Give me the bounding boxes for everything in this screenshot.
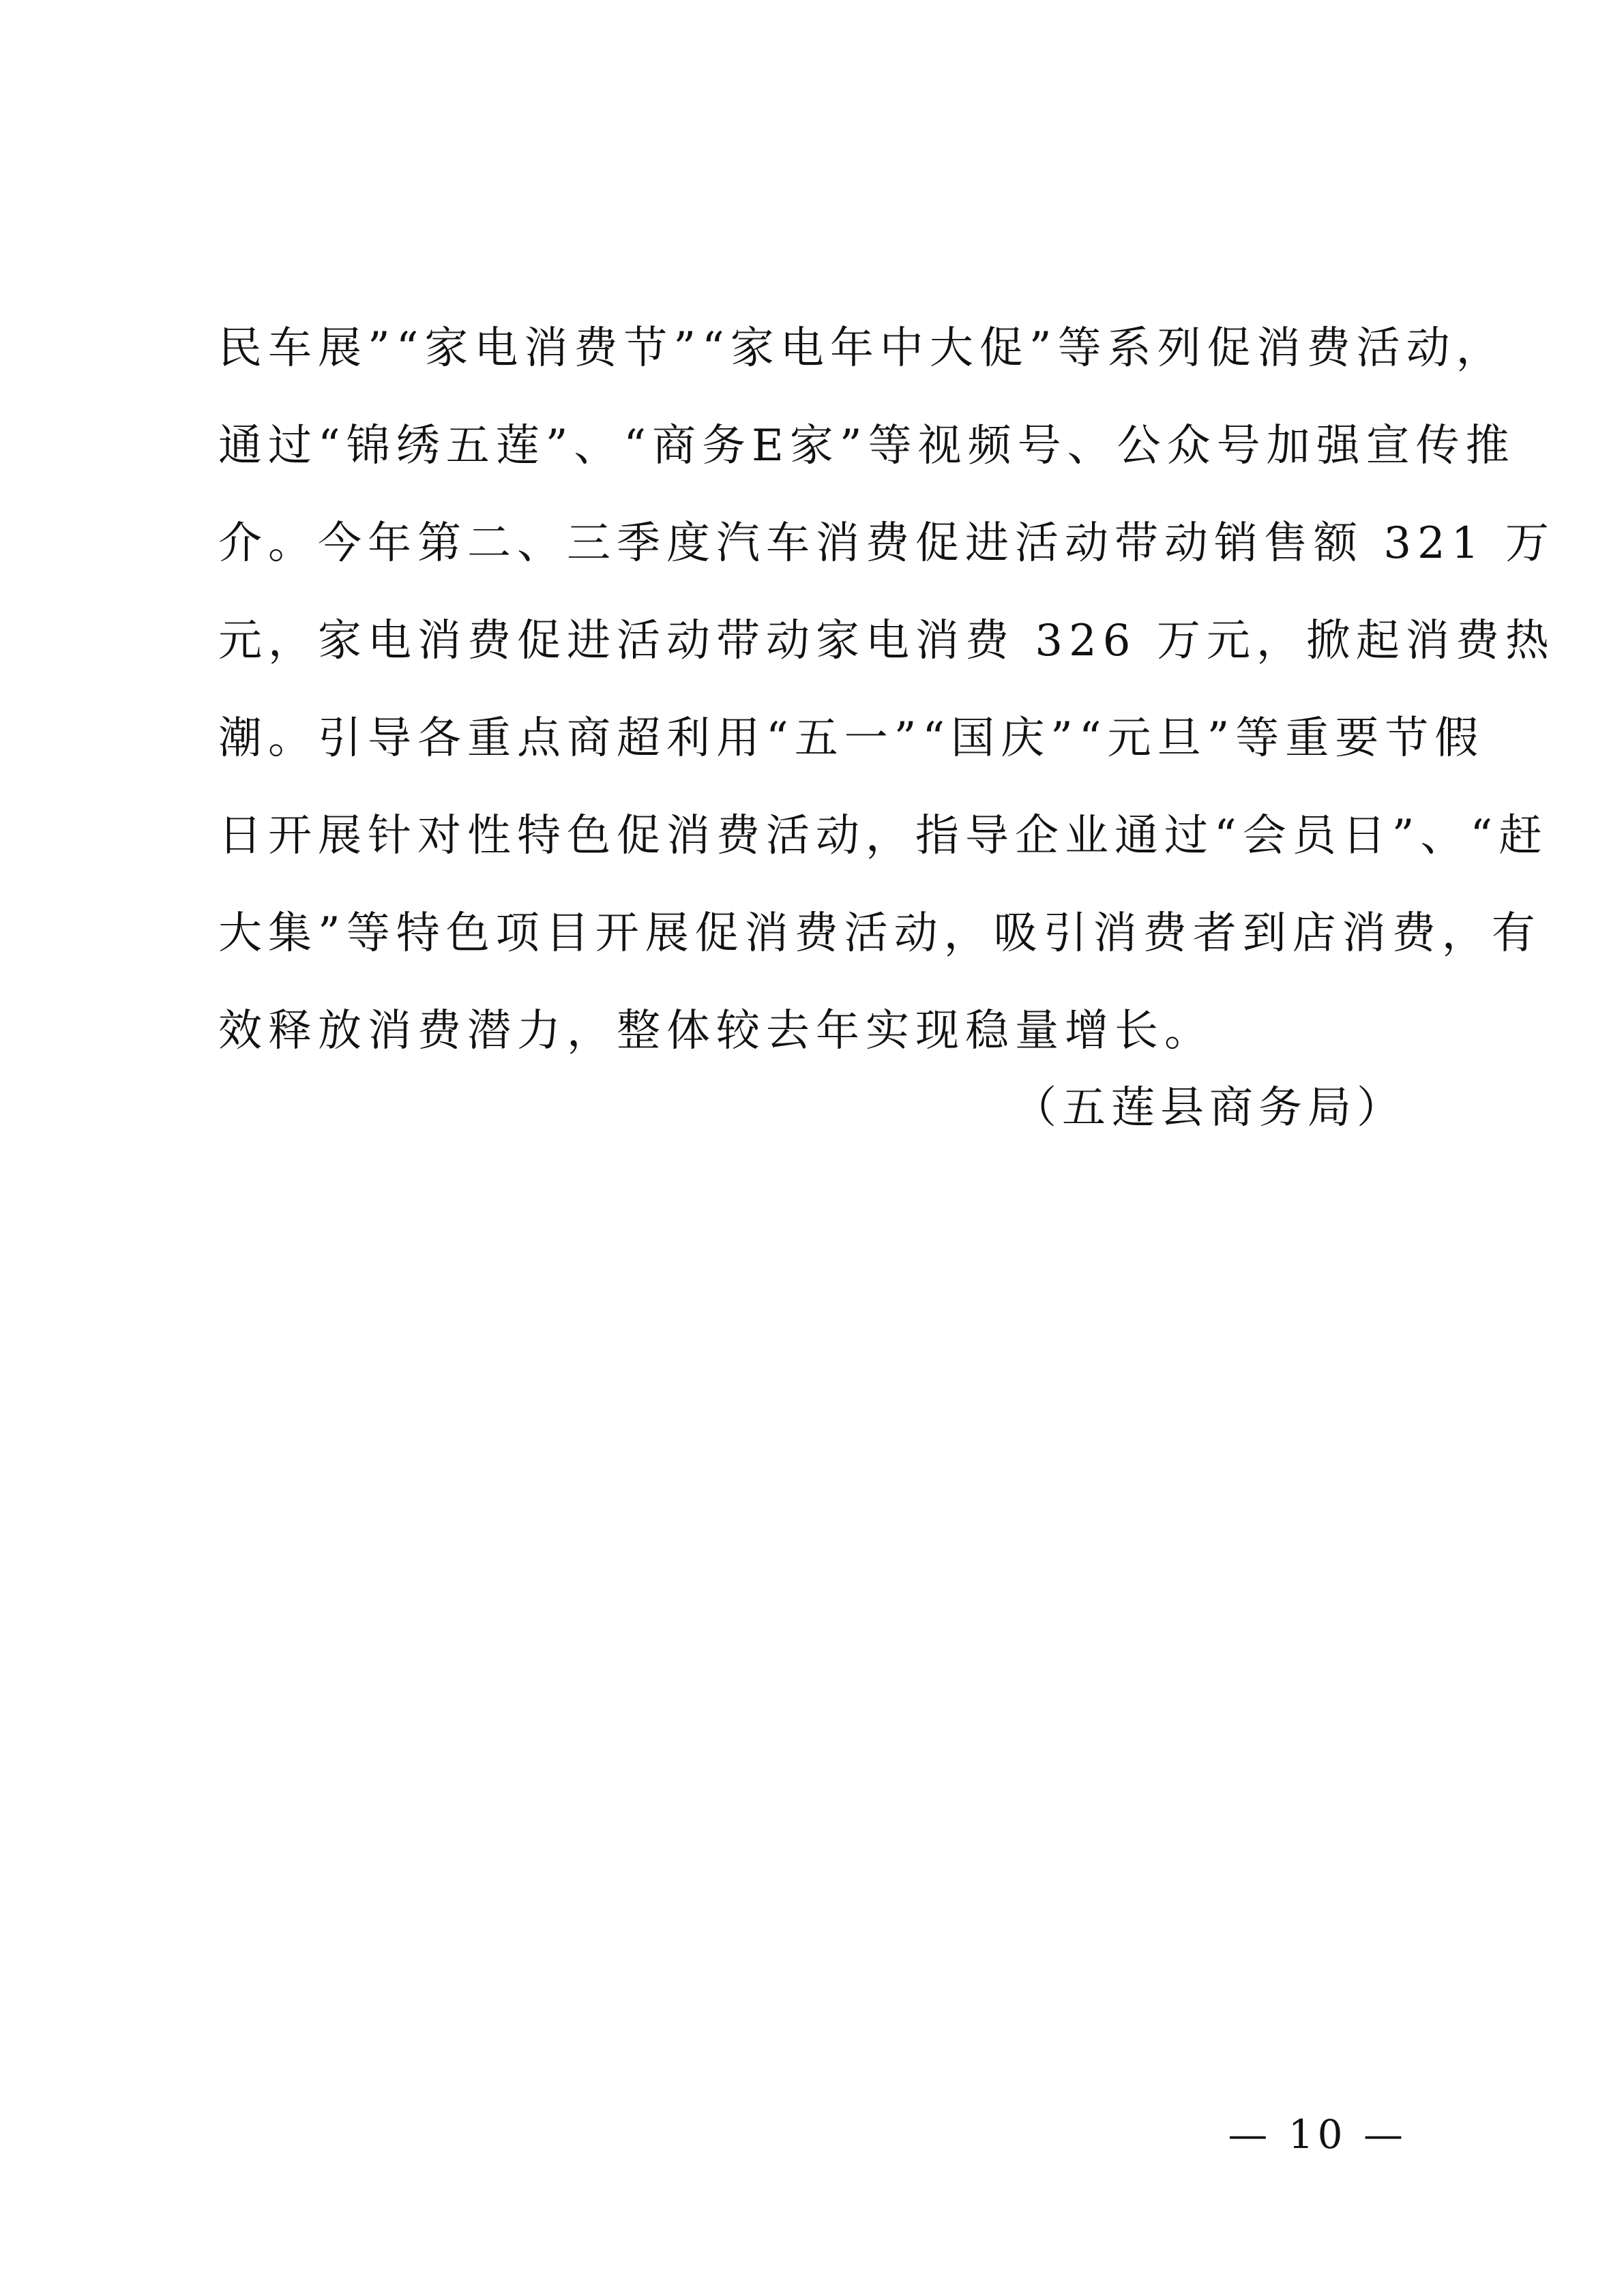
paragraph-line: 效释放消费潜力，整体较去年实现稳量增长。: [218, 1006, 1214, 1056]
body-paragraph: [218, 300, 1555, 1080]
paragraph-line: 大集”等特色项目开展促消费活动，吸引消费者到店消费，有: [218, 908, 1541, 959]
paragraph-line: 介。今年第二、三季度汽车消费促进活动带动销售额 321 万: [218, 518, 1555, 569]
paragraph-line: 潮。引导各重点商超利用“五一”“国庆”“元旦”等重要节假: [218, 713, 1485, 764]
paragraph-line: 元，家电消费促进活动带动家电消费 326 万元，掀起消费热: [218, 616, 1555, 666]
paragraph-line: 日开展针对性特色促消费活动，指导企业通过“会员日”、“赶: [218, 811, 1549, 861]
paragraph-line: 民车展”“家电消费节”“家电年中大促”等系列促消费活动，: [218, 323, 1506, 374]
author-signature: （五莲县商务局）: [1013, 1083, 1406, 1133]
paragraph-line: 通过“锦绣五莲”、“商务E家”等视频号、公众号加强宣传推: [218, 421, 1516, 471]
page-number: — 10 —: [1228, 2111, 1407, 2158]
